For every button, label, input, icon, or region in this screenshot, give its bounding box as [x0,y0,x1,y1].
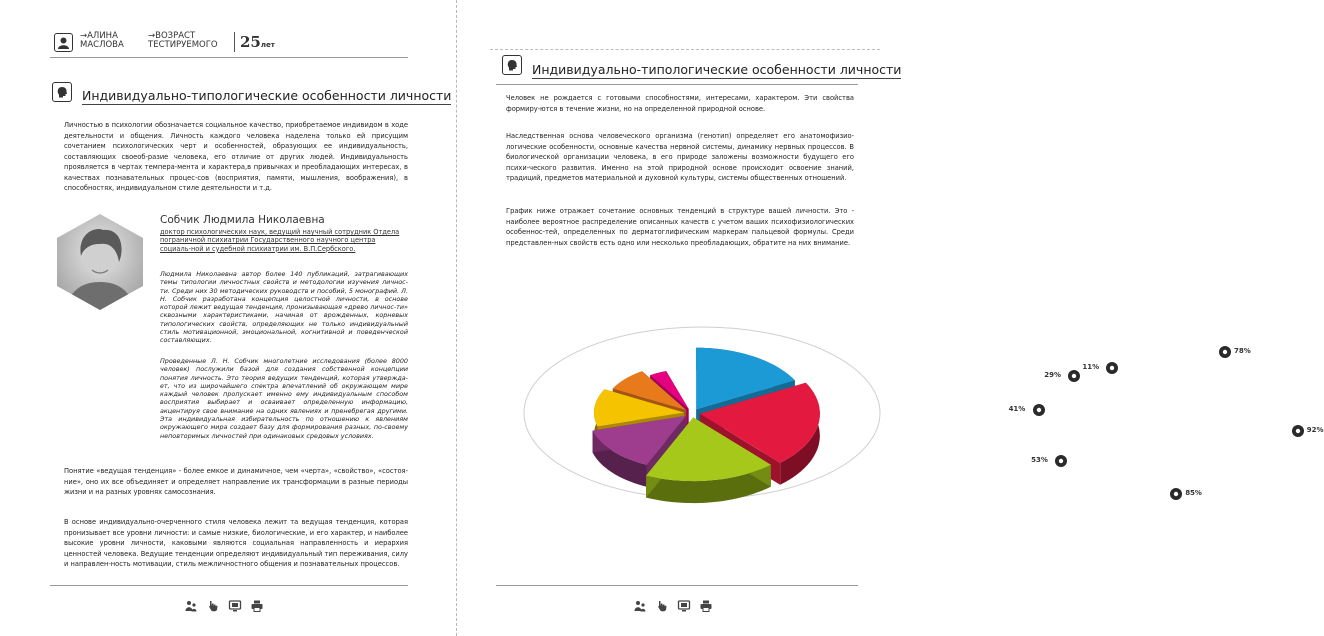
footer-rule [496,585,858,586]
person-icon [54,33,73,52]
bio-paragraph-2: Проведенные Л. Н. Собчик многолетние исследования (более 8000 человек) послужили базой для создания собственной концепции понятия личность. Это теория ведущих тенденций, которая утверждa-ет, что из широчайшего спектра впечатлений об окружающем мире каждый человек пропускает именно ему индивидуальным способом восприятия выбирает и осваивает определенную информацию, акцентируя свое внимание на одних явлениях и пренебрегая другими. Эта индивидуальная избирательность по отношению к явлениям окружающего мира создает базу для формирования разных, по-своему неповторимых личностей при одинаковых средовых условиях. [160,357,408,440]
printer-icon[interactable] [700,600,712,612]
pie-slices [593,348,820,503]
percent-icon [1033,404,1045,416]
head-icon [1106,362,1118,374]
pie-value-label: 78% [1233,347,1251,356]
age-value: 25лет [240,33,275,51]
hand-icon[interactable] [656,600,668,612]
tendency-pie-chart [502,315,874,515]
age-label: →ВОЗРАСТ ТЕСТИРУЕМОГО [148,31,218,50]
name-label: →АЛИНА МАСЛОВА [80,31,124,50]
person-role[interactable]: доктор психологических наук, ведущий научный сотрудник Отдела пограничной психиатрии Государственного научного центра социаль-ной и судебной психиатрии им. В.П.Сербского. [160,228,400,253]
paragraph-genotype: Наследственная основа человеческого организма (генотип) определяет его анатомофизио-логические особенности, основные качества нервной системы, динамику нервных процессов. В биологической организации человека, в его природе заложены возможности будущего его психи-ческого развития. Именно на этой природной основе происходит освоение знаний, традиций, предметов материальной и духовной культуры, системы общественных отношений. [506,132,854,182]
paragraph-individual-style: В основе индивидуально-очерченного стиля человека лежит та ведущая тенденция, которая пронизывает все уровни личности: и самые низкие, биологические, и его характер, и наиболее высокие уровни личности, каковыми являются социальная направленность и иерархия ценностей человека. Ведущие тенденции определяют индивидуальный тип переживания, силу и направлен-ность мотивации, стиль межличностного общения и познавательных процессов. [64,518,408,568]
header-rule [50,57,408,58]
monitor-icon[interactable] [678,600,690,612]
head-profile-icon [502,55,522,75]
author-photo [55,212,145,312]
shield-icon [1170,488,1182,500]
hand-icon[interactable] [207,600,219,612]
intro-text: Личностью в психологии обозначается социальное качество, приобретаемое индивидом в ходе деятельности и общения. Личность каждого человека наделена только ей присущим сочетанием психологических черт и особенностей, образующих ее индивидуальность, составляющих своеоб-разие человека, его отличие от других людей. Индивидуальность проявляется в чертах темпера-мента и характера,в привычках и преобладающих интересах, в качествах познавательных процес-сов (восприятия, памяти, мышления, воображения), в способностях, индивидуальном стиле деятельности и т.д. [64,121,408,192]
section-title: Индивидуально-типологические особенности личности [532,62,902,77]
butterfly-icon [1219,346,1231,358]
pie-value-label: 92% [1306,425,1324,434]
pie-value-label: 53% [1031,456,1048,465]
wave-icon [1068,370,1080,382]
lightning-icon [1055,455,1067,467]
top-dashed-rule [490,49,880,50]
title-rule [496,84,858,85]
people-icon[interactable] [634,600,646,612]
pie-value-label: 41% [1008,405,1026,414]
footer-icons [185,600,263,612]
pie-value-label: 29% [1044,371,1062,380]
people-icon[interactable] [185,600,197,612]
leaf-icon [1292,425,1304,437]
footer-rule [50,585,408,586]
person-name: Собчик Людмила Николаевна [160,214,325,226]
pie-value-label: 11% [1082,362,1100,371]
paragraph-innate: Человек не рождается с готовыми способностями, интересами, характером. Эти свойства формиру-ются в течение жизни, но на определенной природной основе. [506,94,854,113]
page-divider [456,0,457,636]
header-separator [234,32,235,52]
monitor-icon[interactable] [229,600,241,612]
head-profile-icon [52,82,72,102]
paragraph-chart-intro: График ниже отражает сочетание основных тенденций в структуре вашей личности. Это - наиболее вероятное распределение описанных качеств с учетом ваших психофизиологических особеннос-тей, определенных по дерматоглифическим маркерам пальцевой формулы. Среди представлен-ных свойств есть одно или несколько преобладающих, обратите на них внимание. [506,207,854,247]
section-title: Индивидуально-типологические особенности личности [82,88,452,103]
left-page [0,0,452,636]
footer-icons [634,600,712,612]
bio-paragraph-1: Людмила Николаевна автор более 140 публикаций, затрагивающих темы типологии личностных свойств и методологии изучения личнос-ти. Среди них 30 методических руководств и пособий, 5 монографий. Л. Н. Собчик разработана концепция целостной личности, в основе которой лежит ведущая тенденция, пронизывающая «древо личнос-ти» сквозными характеристиками, начиная от врожденных, корневых типологических свойств, определяющих не только индивидуальный стиль мотивационной, эмоциональной, когнитивной и поведенческой составляющих. [160,270,408,345]
right-page [462,0,1324,636]
pie-value-label: 85% [1185,489,1202,498]
printer-icon[interactable] [251,600,263,612]
paragraph-leading-tendency: Понятие «ведущая тенденция» - более емкое и динамичное, чем «черта», «свойство», «состоя-ние», оно их все объединяет и определяет направление их трансформации в разные периоды жизни и на разных уровнях самосознания. [64,467,408,496]
